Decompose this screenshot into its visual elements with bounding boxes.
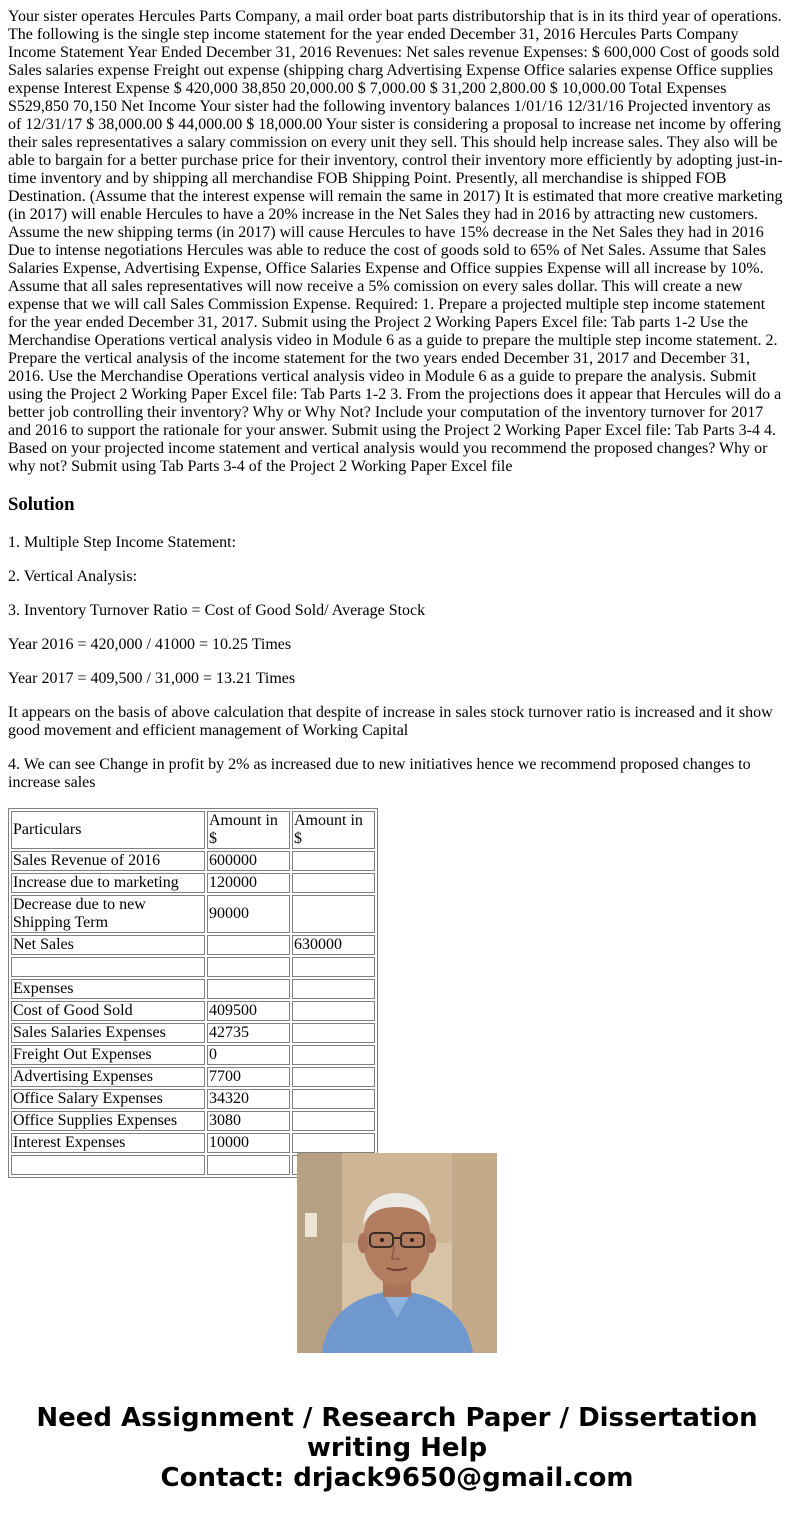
- particulars-cell: Expenses: [11, 979, 205, 999]
- particulars-cell: Office Salary Expenses: [11, 1089, 205, 1109]
- table-row: [11, 851, 375, 871]
- table-header-row: [11, 811, 375, 849]
- table-row: [11, 1111, 375, 1131]
- table-row: [11, 957, 375, 977]
- question-text: Your sister operates Hercules Parts Company, a mail order boat parts distributorship that is in its third year of operations. The following is the single step income statement for the year ended December 31, 2016 Hercules Parts Company Income Statement Year Ended December 31, 2016 Revenues: Net sales revenue Expenses: $ 600,000 Cost of goods sold Sales salaries expense Freight out expense (shipping charg Advertising Expense Office salaries expense Office supplies expense Interest Expense $ 420,000 38,850 20,000.00 $ 7,000.00 $ 31,200 2,800.00 $ 10,000.00 Total Expenses S529,850 70,150 Net Income Your sister had the following inventory balances 1/01/16 12/31/16 Projected inventory as of 12/31/17 $ 38,000.00 $ 44,000.00 $ 18,000.00 Your sister is considering a proposal to increase net income by offering their sales representatives a salary commission on every unit they sell. This should help increase sales. They also will be able to bargain for a better purchase price for their inventory, control their inventory more efficiently by adopting just-in-time inventory and by shipping all merchandise FOB Shipping Point. Presently, all merchandise is shipped FOB Destination. (Assume that the interest expense will remain the same in 2017) It is estimated that more creative marketing (in 2017) will enable Hercules to have a 20% increase in the Net Sales they had in 2016 by attracting new customers. Assume the new shipping terms (in 2017) will cause Hercules to have 15% decrease in the Net Sales they had in 2016 Due to intense negotiations Hercules was able to reduce the cost of goods sold to 65% of Net Sales. Assume that Sales Salaries Expense, Advertising Expense, Office Salaries Expense and Office suppies Expense will all increase by 10%. Assume that all sales representatives will now receive a 5% comission on every sales dollar. This will create a new expense that we will call Sales Commission Expense. Required: 1. Prepare a projected multiple step income statement for the year ended December 31, 2017. Submit using the Project 2 Working Papers Excel file: Tab parts 1-2 Use the Merchandise Operations vertical analysis video in Module 6 as a guide to prepare the multiple step income statement. 2. Prepare the vertical analysis of the income statement for the two years ended December 31, 2017 and December 31, 2016. Use the Merchandise Operations vertical analysis video in Module 6 as a guide to prepare the analysis. Submit using the Project 2 Working Paper Excel file: Tab Parts 1-2 3. From the projections does it appear that Hercules will do a better job controlling their inventory? Why or Why Not? Include your computation of the inventory turnover for 2017 and 2016 to support the rationale for your answer. Submit using the Project 2 Working Paper Excel file: Tab Parts 3-4 4. Based on your projected income statement and vertical analysis would you recommend the proposed changes? Why or why not? Submit using Tab Parts 3-4 of the Project 2 Working Paper Excel file: [8, 8, 783, 475]
- amount-cell: 0: [207, 1045, 290, 1065]
- amount-cell: 90000: [207, 895, 290, 933]
- total-cell: [292, 1001, 375, 1021]
- particulars-cell: Sales Revenue of 2016: [11, 851, 205, 871]
- header-particulars: Particulars: [11, 811, 205, 849]
- table-row: [11, 1023, 375, 1043]
- total-cell: 630000: [292, 935, 375, 955]
- tutor-portrait-image: [297, 1153, 497, 1353]
- amount-cell: [207, 935, 290, 955]
- table-row: [11, 895, 375, 933]
- particulars-cell: [11, 957, 205, 977]
- avatar: [297, 1153, 497, 1353]
- table-row: [11, 1001, 375, 1021]
- table-row: [11, 1089, 375, 1109]
- amount-cell: 120000: [207, 873, 290, 893]
- amount-cell: 409500: [207, 1001, 290, 1021]
- header-amount-1: Amount in $: [207, 811, 290, 849]
- table-row: [11, 1133, 375, 1153]
- header-amount-2: Amount in $: [292, 811, 375, 849]
- particulars-cell: Advertising Expenses: [11, 1067, 205, 1087]
- total-cell: [292, 1089, 375, 1109]
- particulars-cell: Freight Out Expenses: [11, 1045, 205, 1065]
- table-row: [11, 873, 375, 893]
- total-cell: [292, 1111, 375, 1131]
- particulars-cell: Sales Salaries Expenses: [11, 1023, 205, 1043]
- promo-contact[interactable]: Contact: drjack9650@gmail.com: [160, 1463, 634, 1493]
- total-cell: [292, 1045, 375, 1065]
- total-cell: [292, 851, 375, 871]
- table-row: [11, 1045, 375, 1065]
- amount-cell: [207, 979, 290, 999]
- solution-part-2: 2. Vertical Analysis:: [8, 568, 138, 585]
- total-cell: [292, 873, 375, 893]
- table-row: [11, 935, 375, 955]
- promo-headline: Need Assignment / Research Paper / Dissertation writing Help: [36, 1403, 758, 1463]
- amount-cell: 10000: [207, 1133, 290, 1153]
- solution-part-4: 4. We can see Change in profit by 2% as increased due to new initiatives hence we recommend proposed changes to increase sales: [8, 756, 751, 791]
- table-row: [11, 1067, 375, 1087]
- particulars-cell: [11, 1155, 205, 1175]
- total-cell: [292, 1023, 375, 1043]
- income-table-viewport[interactable]: [8, 808, 380, 1151]
- particulars-cell: Interest Expenses: [11, 1133, 205, 1153]
- solution-heading: Solution: [8, 494, 75, 515]
- particulars-cell: Decrease due to new Shipping Term: [11, 895, 205, 933]
- amount-cell: [207, 957, 290, 977]
- amount-cell: 42735: [207, 1023, 290, 1043]
- particulars-cell: Increase due to marketing: [11, 873, 205, 893]
- total-cell: [292, 895, 375, 933]
- turnover-2016: Year 2016 = 420,000 / 41000 = 10.25 Times: [8, 636, 292, 653]
- solution-part-1: 1. Multiple Step Income Statement:: [8, 534, 236, 551]
- promo-banner: [0, 1403, 794, 1493]
- total-cell: [292, 957, 375, 977]
- total-cell: [292, 1067, 375, 1087]
- amount-cell: [207, 1155, 290, 1175]
- table-row: [11, 979, 375, 999]
- total-cell: [292, 979, 375, 999]
- turnover-2017: Year 2017 = 409,500 / 31,000 = 13.21 Times: [8, 670, 296, 687]
- particulars-cell: Cost of Good Sold: [11, 1001, 205, 1021]
- particulars-cell: Office Supplies Expenses: [11, 1111, 205, 1131]
- amount-cell: 7700: [207, 1067, 290, 1087]
- total-cell: [292, 1133, 375, 1153]
- turnover-conclusion: It appears on the basis of above calculation that despite of increase in sales stock turnover ratio is increased and it show good movement and efficient management of Working Capital: [8, 704, 773, 739]
- amount-cell: 600000: [207, 851, 290, 871]
- income-statement-table: [8, 808, 378, 1178]
- amount-cell: 3080: [207, 1111, 290, 1131]
- particulars-cell: Net Sales: [11, 935, 205, 955]
- amount-cell: 34320: [207, 1089, 290, 1109]
- solution-part-3: 3. Inventory Turnover Ratio = Cost of Good Sold/ Average Stock: [8, 602, 426, 619]
